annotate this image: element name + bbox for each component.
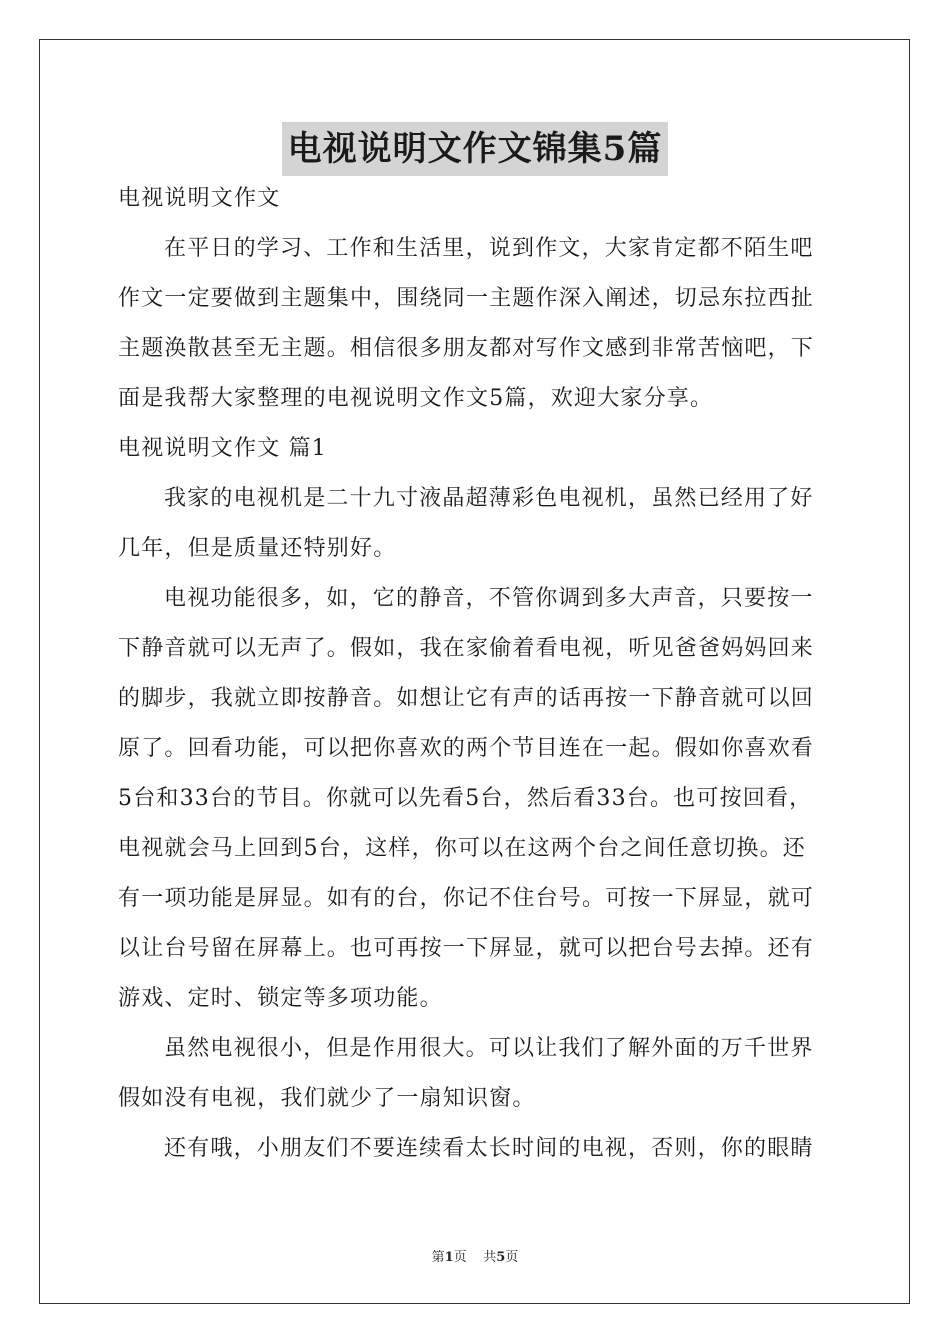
paragraph-line: 原了。回看功能，可以把你喜欢的两个节目连在一起。假如你喜欢看 <box>118 736 815 761</box>
paragraph-line: 有一项功能是屏显。如有的台，你记不住台号。可按一下屏显，就可 <box>118 886 815 911</box>
section-heading: 电视说明文作文 <box>118 186 281 211</box>
paragraph-line: 还有哦，小朋友们不要连续看太长时间的电视，否则，你的眼睛 <box>164 1136 814 1161</box>
paragraph-line: 我家的电视机是二十九寸液晶超薄彩色电视机，虽然已经用了好 <box>164 486 814 511</box>
page-footer <box>0 1246 950 1265</box>
footer-total-prefix: 共 <box>483 1250 497 1265</box>
paragraph-line: 主题涣散甚至无主题。相信很多朋友都对写作文感到非常苦恼吧，下 <box>118 336 815 361</box>
paragraph-line: 面是我帮大家整理的电视说明文作文5篇，欢迎大家分享。 <box>118 386 714 411</box>
footer-page-prefix: 第 <box>431 1250 445 1265</box>
paragraph-line: 游戏、定时、锁定等多项功能。 <box>118 986 443 1011</box>
paragraph-line: 电视功能很多，如，它的静音，不管你调到多大声音，只要按一 <box>164 586 814 611</box>
paragraph-line: 下静音就可以无声了。假如，我在家偷着看电视，听见爸爸妈妈回来 <box>118 636 815 661</box>
paragraph-line: 在平日的学习、工作和生活里，说到作文，大家肯定都不陌生吧 <box>164 236 814 261</box>
paragraph-line: 虽然电视很小，但是作用很大。可以让我们了解外面的万千世界 <box>164 1036 814 1061</box>
paragraph-line: 电视就会马上回到5台，这样，你可以在这两个台之间任意切换。还 <box>118 836 806 861</box>
page-border <box>39 39 910 1304</box>
document-title: 电视说明文作文锦集5篇 <box>282 122 669 176</box>
paragraph-line: 假如没有电视，我们就少了一扇知识窗。 <box>118 1086 536 1111</box>
footer-page-suffix: 页 <box>453 1250 467 1265</box>
paragraph-line: 以让台号留在屏幕上。也可再按一下屏显，就可以把台号去掉。还有 <box>118 936 815 961</box>
footer-total-suffix: 页 <box>505 1250 519 1265</box>
footer-total-number: 5 <box>496 1250 506 1265</box>
title-container <box>0 122 950 176</box>
footer-page-number: 1 <box>444 1250 454 1265</box>
paragraph-line: 作文一定要做到主题集中，围绕同一主题作深入阐述，切忌东拉西扯 <box>118 286 815 311</box>
paragraph-line: 的脚步，我就立即按静音。如想让它有声的话再按一下静音就可以回 <box>118 686 815 711</box>
paragraph-line: 5台和33台的节目。你就可以先看5台，然后看33台。也可按回看， <box>118 786 813 811</box>
section-heading: 电视说明文作文 篇1 <box>118 436 327 461</box>
paragraph-line: 几年，但是质量还特别好。 <box>118 536 397 561</box>
